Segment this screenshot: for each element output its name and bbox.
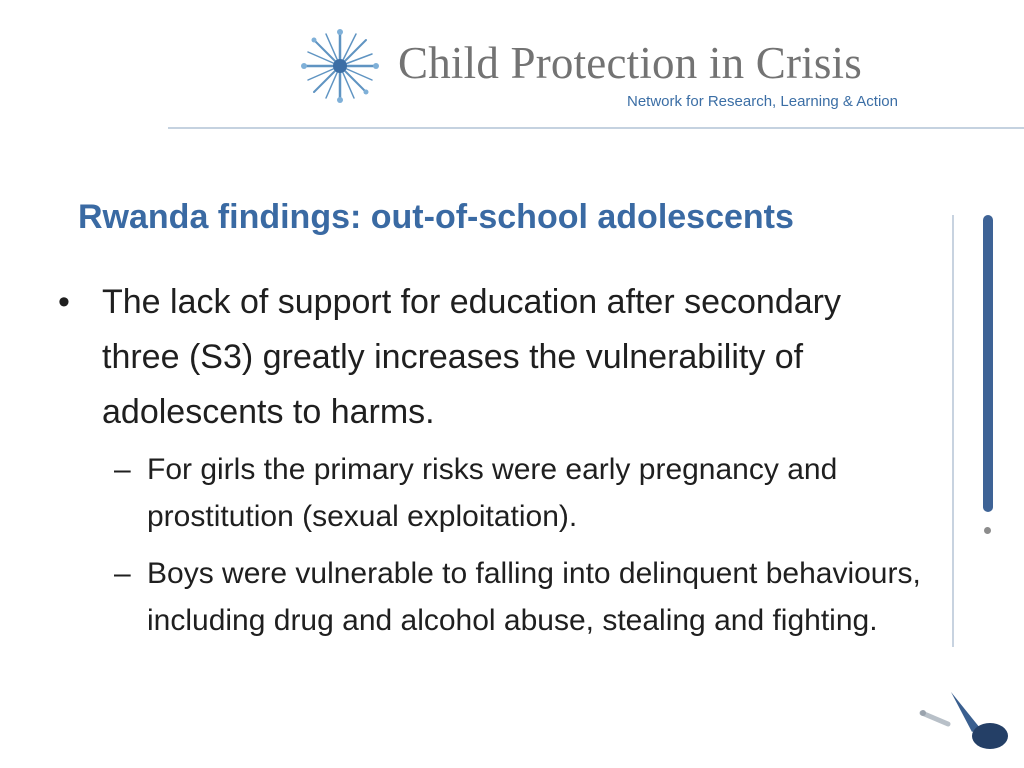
slide-title: Rwanda findings: out-of-school adolescents [78, 198, 794, 236]
main-bullet [58, 275, 902, 440]
sub-bullet-text: Boys were vulnerable to falling into delinquent behaviours, including drug and alcohol abuse, stealing and fighting. [147, 557, 921, 637]
pen-nib-icon [914, 686, 1014, 754]
main-bullet-text: The lack of support for education after secondary three (S3) greatly increases the vulnerability of adolescents to harms. [102, 283, 841, 431]
sub-bullet [114, 550, 922, 644]
sub-bullet [114, 446, 922, 540]
sub-bullet-marker: – [114, 453, 131, 486]
sub-bullet-text: For girls the primary risks were early pregnancy and prostitution (sexual exploitation). [147, 453, 838, 533]
bullet-marker: • [58, 283, 70, 321]
logo-tagline: Network for Research, Learning & Action [627, 93, 898, 110]
sub-bullet-marker: – [114, 557, 131, 590]
logo-title: Child Protection in Crisis [398, 38, 862, 88]
